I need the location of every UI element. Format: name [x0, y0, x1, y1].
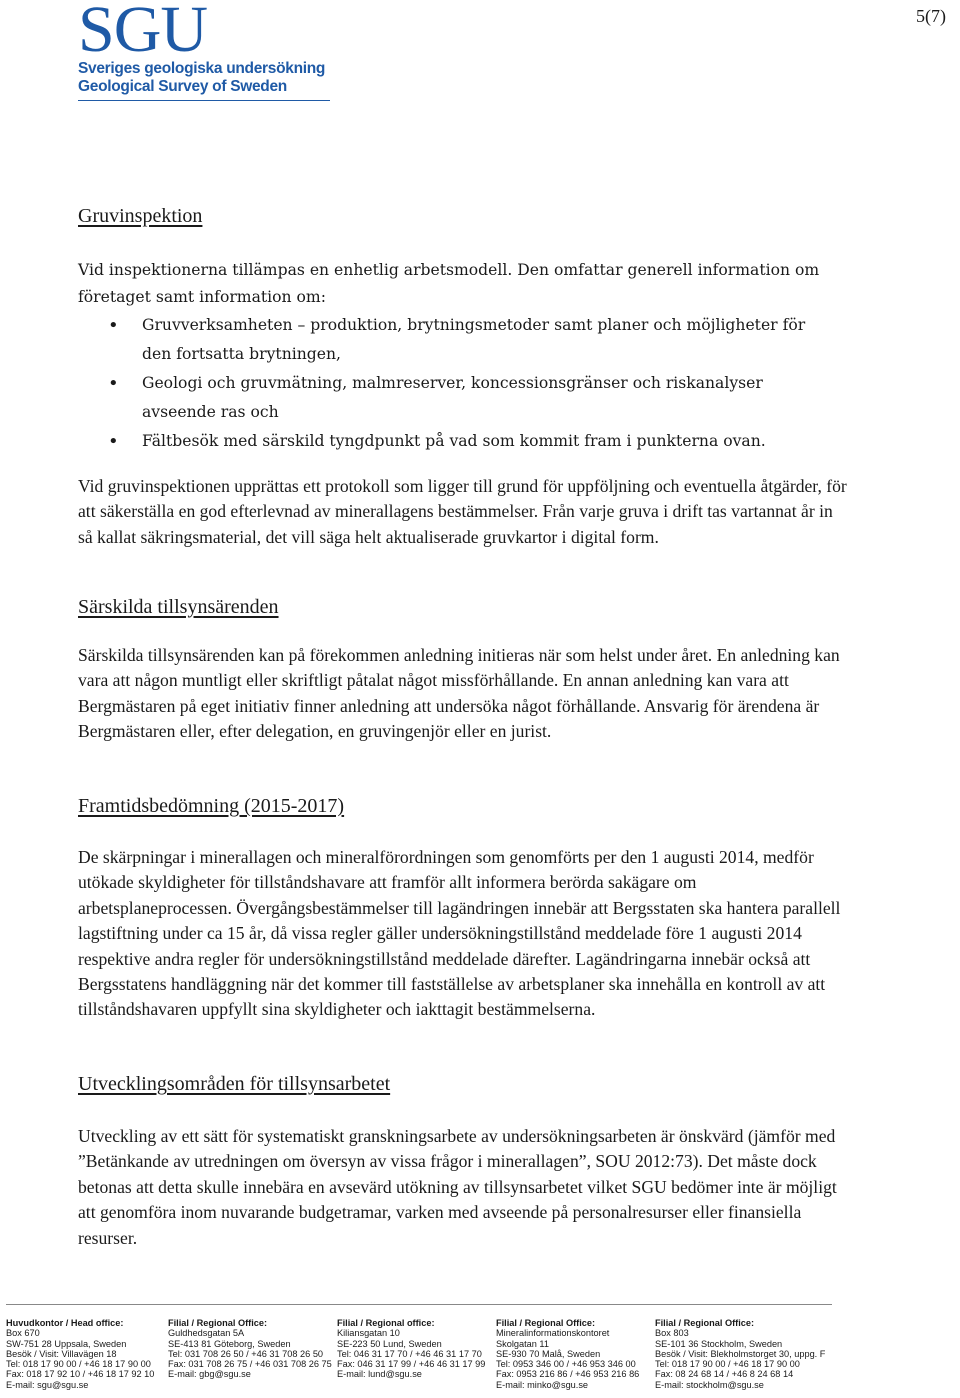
footer-line: SE-413 81 Göteborg, Sweden — [168, 1338, 291, 1349]
footer-col-head-office — [6, 1318, 154, 1390]
footer-line: Mineralinformationskontoret — [496, 1328, 610, 1339]
heading-gruvinspektion: Gruvinspektion — [78, 205, 203, 227]
footer-line: SW-751 28 Uppsala, Sweden — [6, 1338, 127, 1349]
footer-line: Tel: 046 31 17 70 / +46 46 31 17 70 — [337, 1348, 482, 1359]
footer-line[interactable]: E-mail: lund@sgu.se — [337, 1369, 422, 1380]
footer-line[interactable]: E-mail: minko@sgu.se — [496, 1379, 589, 1390]
footer-line: Besök / Visit: Villavägen 18 — [6, 1348, 117, 1359]
footer-line[interactable]: E-mail: gbg@sgu.se — [168, 1369, 251, 1380]
heading-utveckling: Utvecklingsområden för tillsynsarbetet — [78, 1073, 391, 1095]
footer-line: Tel: 018 17 90 00 / +46 18 17 90 00 — [6, 1359, 151, 1370]
logo-wordmark: SGU — [78, 0, 208, 66]
footer-line: Box 670 — [6, 1328, 40, 1339]
footer-line: SE-101 36 Stockholm, Sweden — [655, 1338, 783, 1349]
heading-sarskilda: Särskilda tillsynsärenden — [78, 596, 279, 618]
footer-heading: Filial / Regional Office: — [655, 1318, 755, 1328]
gruvinspektion-bullets — [78, 311, 818, 456]
list-item: • Gruvverksamheten – produktion, brytningsmetoder samt planer och möjligheter för den fortsatta brytningen, — [78, 311, 818, 369]
footer-line: Fax: 031 708 26 75 / +46 031 708 26 75 — [168, 1359, 332, 1370]
heading-framtid: Framtidsbedömning (2015-2017) — [78, 795, 345, 817]
footer-line: Fax: 08 24 68 14 / +46 8 24 68 14 — [655, 1369, 794, 1380]
footer-rule — [6, 1304, 832, 1305]
logo-name-english: Geological Survey of Sweden — [78, 78, 287, 95]
footer-line: Guldhedsgatan 5A — [168, 1328, 245, 1339]
footer-heading: Filial / Regional office: — [337, 1318, 435, 1328]
footer-line: Kiliansgatan 10 — [337, 1328, 400, 1339]
footer-line[interactable]: E-mail: sgu@sgu.se — [6, 1379, 89, 1390]
footer-heading: Filial / Regional Office: — [496, 1318, 596, 1328]
framtid-paragraph: De skärpningar i minerallagen och mineralförordningen som genomförts per den 1 augusti 2014, medför utökade skyldigheter för tillståndshavare att framför allt informera berörda sakägare om arbetsplaneprocessen. Övergångsbestämmelser till lagändringen innebär att Bergsstaten ska hantera parallell lagstiftning under ca 15 år, då vissa regler gäller undersökningstillstånd meddelade före 1 augusti 2014 respektive andra regler för undersökningstillstånd meddelade därefter. Lagändringarna innebär också att Bergsstatens handläggning när det kommer till fastställelse av arbetsplaner ska innehålla en kontroll av att tillståndshavaren uppfyllt sina skyldigheter och iakttagit bestämmelserna. — [78, 847, 841, 1020]
gruvinspektion-intro: Vid inspektionerna tillämpas en enhetlig arbetsmodell. Den omfattar generell information om företaget samt information om: — [78, 261, 820, 306]
footer-line: Skolgatan 11 — [496, 1338, 549, 1349]
logo-rule — [78, 100, 330, 101]
footer-col-goteborg — [168, 1318, 332, 1380]
footer-col-stockholm — [655, 1318, 825, 1390]
sarskilda-paragraph: Särskilda tillsynsärenden kan på förekommen anledning initieras när som helst under året. En anledning kan vara att någon muntligt eller skriftligt påtalat något missförhållande. En annan anledning kan vara att Bergmästaren på eget initiativ finner anledning att undersöka något förhållande. Ansvarig för ärendena är Bergmästaren eller, efter delegation, en gruvingenjör eller en jurist. — [78, 645, 840, 742]
footer-line: SE-223 50 Lund, Sweden — [337, 1338, 442, 1349]
footer-line: Box 803 — [655, 1328, 689, 1339]
footer-heading: Huvudkontor / Head office: — [6, 1318, 124, 1328]
footer-line: SE-930 70 Malå, Sweden — [496, 1348, 601, 1359]
footer-col-mala — [496, 1318, 639, 1390]
footer-line: Fax: 0953 216 86 / +46 953 216 86 — [496, 1369, 640, 1380]
logo-name-swedish: Sveriges geologiska undersökning — [78, 60, 326, 77]
footer-line[interactable]: E-mail: stockholm@sgu.se — [655, 1379, 764, 1390]
utveckling-paragraph: Utveckling av ett sätt för systematiskt granskningsarbete av undersökningsarbeten är önskvärd (jämför med ”Betänkande av utredningen om översyn av vissa frågor i minerallagen”, SOU 2012:73). Det måste dock betonas att detta skulle innebära en avsevärd utökning av tillsynsarbetet vilket SGU bedömer inte är möjligt att genomföra inom nuvarande budgetramar, varken med avseende på personalresurser eller finansiella resurser. — [78, 1126, 837, 1248]
list-item: • Fältbesök med särskild tyngdpunkt på vad som kommit fram i punkterna ovan. — [78, 427, 818, 456]
footer-line: Fax: 046 31 17 99 / +46 46 31 17 99 — [337, 1359, 486, 1370]
page-number: 5(7) — [916, 6, 946, 26]
footer-line: Tel: 0953 346 00 / +46 953 346 00 — [496, 1359, 636, 1370]
sgu-logo — [78, 0, 330, 101]
footer-line: Tel: 031 708 26 50 / +46 31 708 26 50 — [168, 1348, 324, 1359]
list-item: • Geologi och gruvmätning, malmreserver, koncessionsgränser och riskanalyser avseende ras och — [78, 369, 818, 427]
footer-line: Besök / Visit: Blekholmstorget 30, uppg. F — [655, 1348, 826, 1359]
footer-line: Fax: 018 17 92 10 / +46 18 17 92 10 — [6, 1369, 155, 1380]
footer-line: Tel: 018 17 90 00 / +46 18 17 90 00 — [655, 1359, 800, 1370]
footer-heading: Filial / Regional Office: — [168, 1318, 268, 1328]
gruvinspektion-paragraph: Vid gruvinspektionen upprättas ett protokoll som ligger till grund för uppföljning och eventuella åtgärder, för att säkerställa en god efterlevnad av minerallagens bestämmelser. Från varje gruva i drift tas vartannat år in så kallat säkringsmaterial, det vill säga helt aktualiserade gruvkartor i digital form. — [78, 476, 847, 547]
footer-col-lund — [337, 1318, 485, 1380]
